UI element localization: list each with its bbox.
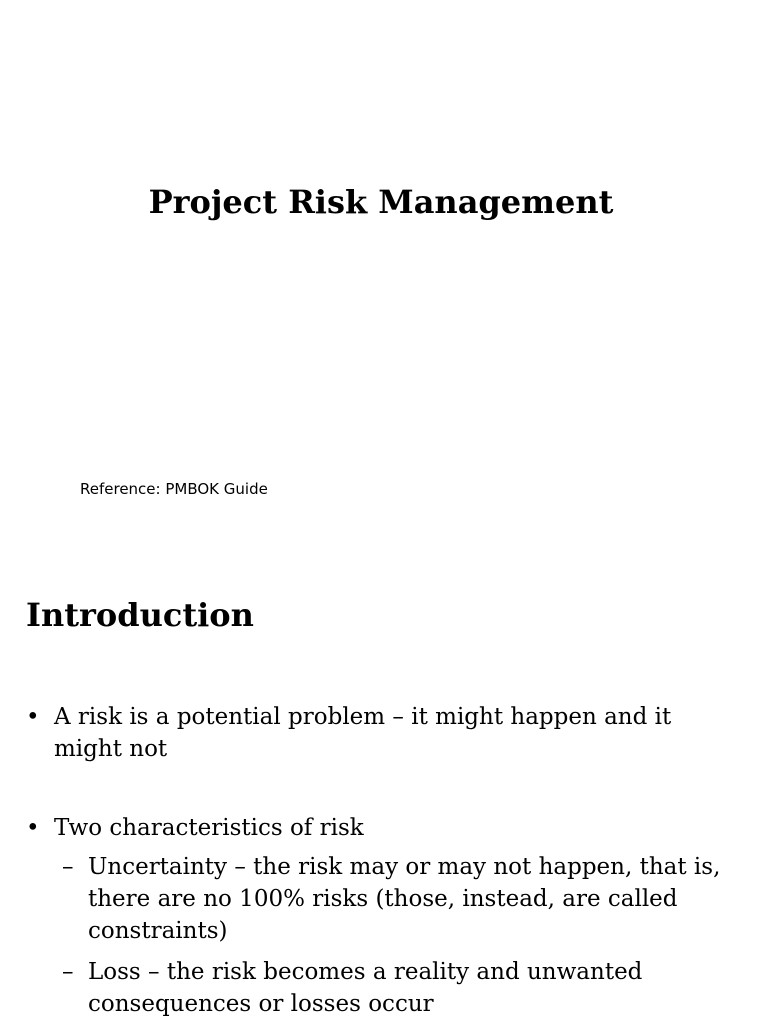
bullet-marker: •: [26, 704, 40, 730]
dash-marker: –: [62, 959, 74, 985]
dash-marker: –: [62, 854, 74, 880]
slide-heading: Introduction: [26, 596, 254, 634]
sub-bullet-item: [62, 956, 752, 1020]
sub-bullet-item: [62, 851, 752, 947]
bullet-item: [26, 812, 736, 844]
reference-note: Reference: PMBOK Guide: [80, 480, 268, 498]
bullet-text: A risk is a potential problem – it might happen and it might not: [54, 704, 672, 762]
bullet-text: Two characteristics of risk: [54, 815, 364, 841]
sub-bullet-text: Uncertainty – the risk may or may not happen, that is, there are no 100% risks (those, instead, are called constraints): [88, 854, 721, 944]
slide-title: Project Risk Management: [148, 183, 614, 221]
bullet-item: [26, 701, 736, 765]
introduction-slide: [0, 560, 768, 1024]
bullet-marker: •: [26, 815, 40, 841]
sub-bullet-text: Loss – the risk becomes a reality and unwanted consequences or losses occur: [88, 959, 643, 1017]
